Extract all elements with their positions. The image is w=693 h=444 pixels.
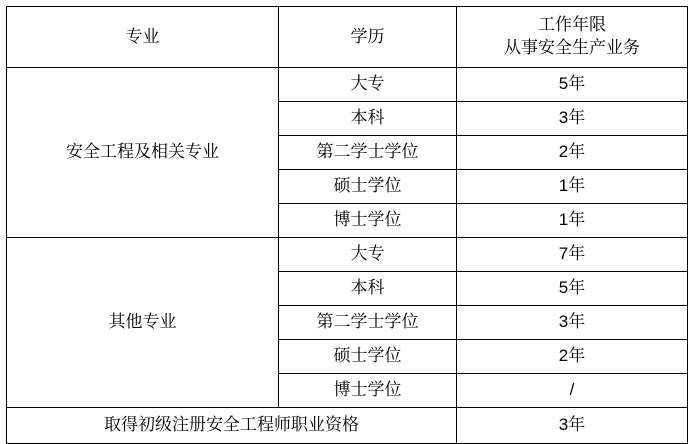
education-value: 大专	[279, 238, 457, 272]
education-value: 博士学位	[279, 204, 457, 238]
education-value: 第二学士学位	[279, 136, 457, 170]
major-group-label: 其他专业	[7, 238, 279, 408]
years-value: 3年	[457, 102, 688, 136]
years-value: 1年	[457, 204, 688, 238]
years-value: 2年	[457, 340, 688, 374]
education-value: 硕士学位	[279, 340, 457, 374]
education-value: 博士学位	[279, 374, 457, 408]
footer-label: 取得初级注册安全工程师职业资格	[7, 408, 457, 444]
header-years-line2: 从事安全生产业务	[504, 38, 640, 57]
years-value: /	[457, 374, 688, 408]
years-value: 5年	[457, 68, 688, 102]
header-education: 学历	[279, 7, 457, 68]
years-value: 2年	[457, 136, 688, 170]
table-body	[7, 68, 688, 444]
table-header	[7, 7, 688, 68]
requirements-table	[6, 6, 688, 444]
table-row-footer	[7, 408, 688, 444]
header-years	[457, 7, 688, 68]
table-row	[7, 68, 688, 102]
education-value: 大专	[279, 68, 457, 102]
table-row	[7, 238, 688, 272]
major-group-label: 安全工程及相关专业	[7, 68, 279, 238]
education-value: 本科	[279, 102, 457, 136]
education-value: 硕士学位	[279, 170, 457, 204]
years-value: 1年	[457, 170, 688, 204]
header-row	[7, 7, 688, 68]
header-years-line1: 工作年限	[538, 15, 606, 35]
years-value: 7年	[457, 238, 688, 272]
header-major: 专业	[7, 7, 279, 68]
education-value: 第二学士学位	[279, 306, 457, 340]
years-value: 5年	[457, 272, 688, 306]
footer-years: 3年	[457, 408, 688, 444]
years-value: 3年	[457, 306, 688, 340]
education-value: 本科	[279, 272, 457, 306]
